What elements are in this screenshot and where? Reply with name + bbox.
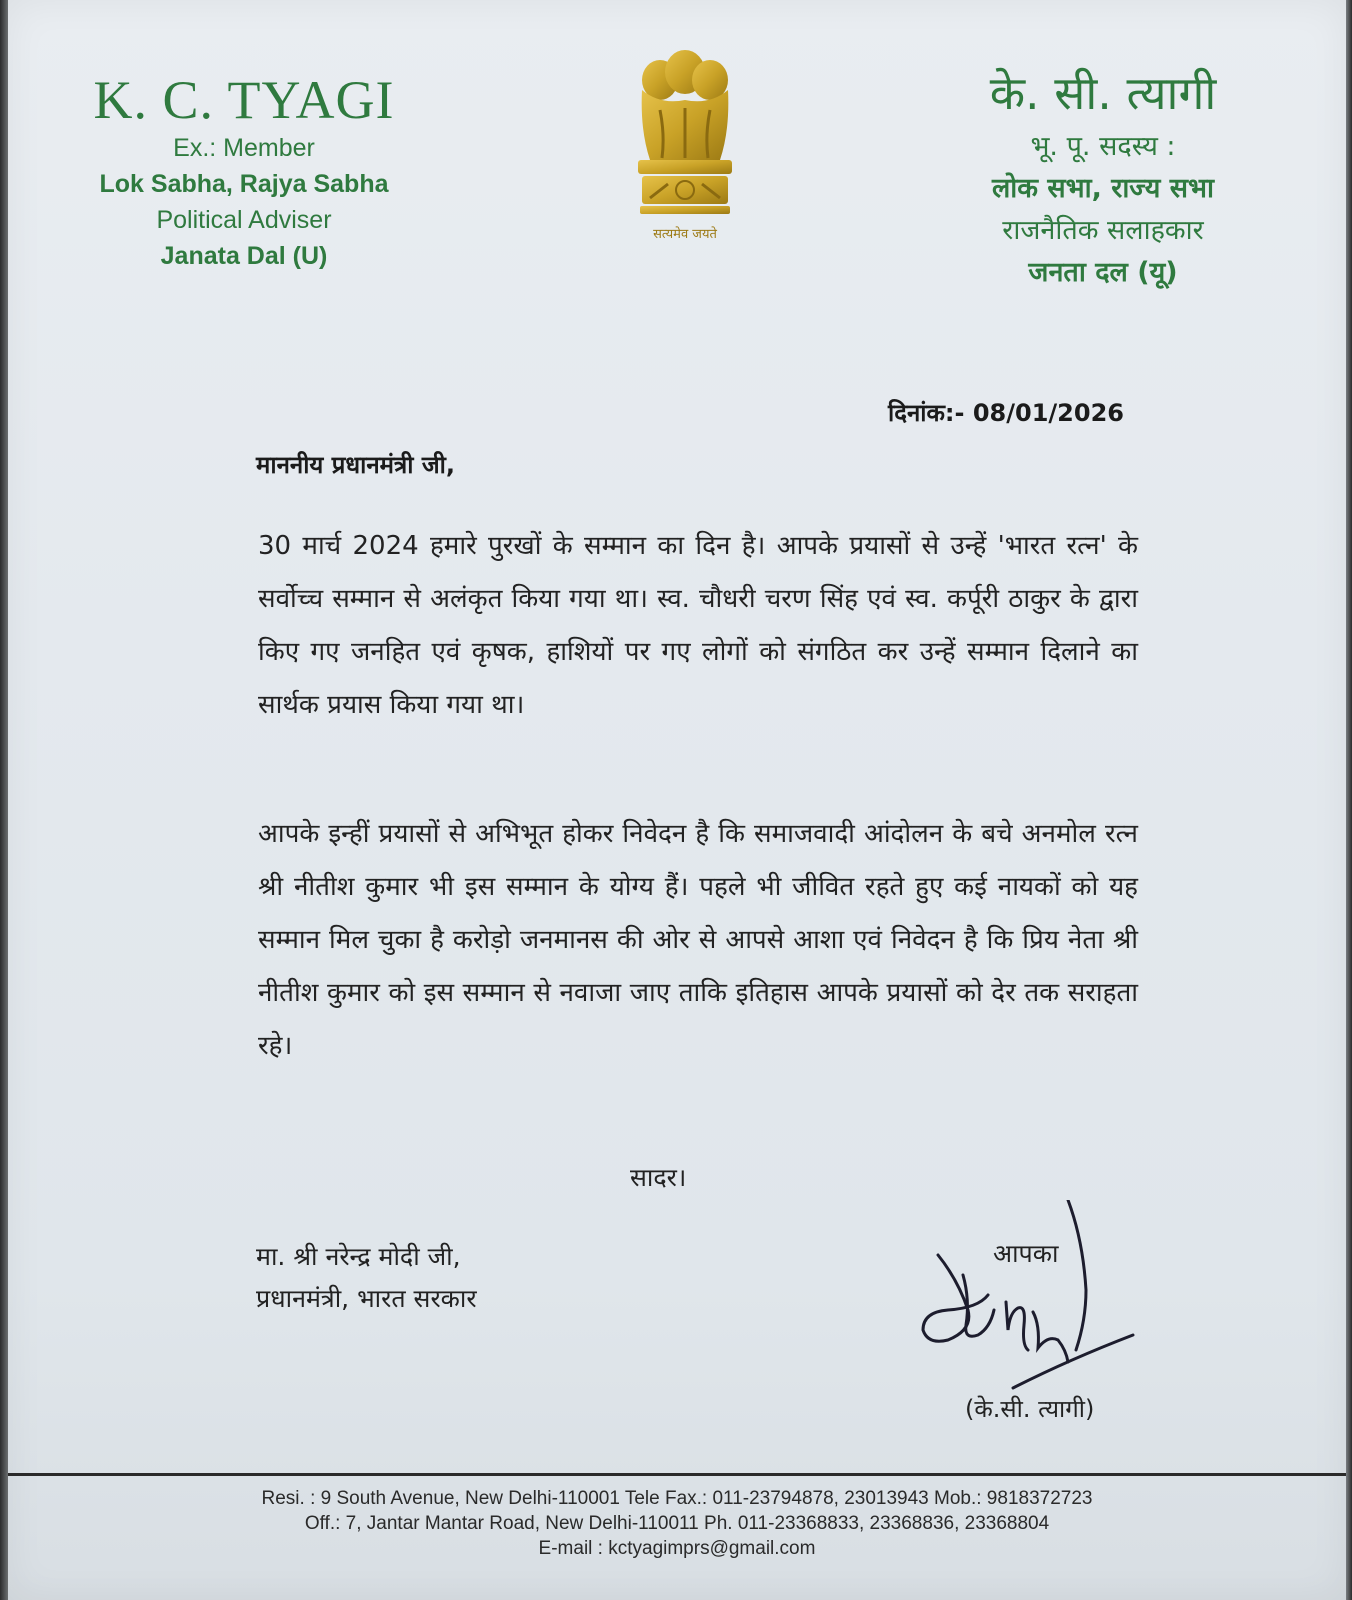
footer-office: Off.: 7, Jantar Mantar Road, New Delhi-110011 Ph. 011-23368833, 23368836, 23368804 [304,1513,1050,1534]
sign-off: आपका [993,1239,1059,1268]
letterhead-party-english: Janata Dal (U) [160,242,328,270]
background-edge-left [0,0,8,1600]
ashoka-emblem-icon [620,50,750,250]
letter-page [8,0,1346,1600]
letterhead-party-hindi: जनता दल (यू) [1028,257,1178,288]
recipient-designation: प्रधानमंत्री, भारत सरकार [256,1284,477,1313]
footer-residence: Resi. : 9 South Avenue, New Delhi-110001 Tele Fax.: 011-23794878, 23013943 Mob.: 9818372723 [261,1488,1093,1509]
letterhead-title-english: Ex.: Member [173,134,315,162]
letterhead-houses-hindi: लोक सभा, राज्य सभा [991,173,1215,204]
recipient-name: मा. श्री नरेन्द्र मोदी जी, [256,1242,461,1271]
handwritten-signature [918,1200,1158,1390]
footer-contact [8,1486,1346,1561]
recipient-block [256,1236,477,1320]
footer-email: E-mail : kctyagimprs@gmail.com [538,1538,816,1559]
emblem-motto: सत्यमेव जयते [653,227,717,242]
letterhead-english [64,70,424,274]
letterhead-name-english: K. C. TYAGI [93,70,395,130]
body-paragraph-2: आपके इन्हीं प्रयासों से अभिभूत होकर निवेदन है कि समाजवादी आंदोलन के बचे अनमोल रत्न श्री नीतीश कुमार भी इस सम्मान के योग्य हैं। पहले भी जीवित रहते हुए कई नायकों को यह सम्मान मिल चुका है करोड़ो जनमानस की ओर से आपसे आशा एवं निवेदन है कि प्रिय नेता श्री नीतीश कुमार को इस सम्मान से नवाजा जाए ताकि इतिहास आपके प्रयासों को देर तक सराहता रहे। [258,819,1138,1061]
letterhead-hindi [938,60,1268,294]
letter-date: दिनांक:- 08/01/2026 [888,399,1124,427]
signatory-name: (के.सी. त्यागी) [965,1395,1095,1423]
letterhead-role-hindi: राजनैतिक सलाहकार [1002,215,1204,246]
salutation: माननीय प्रधानमंत्री जी, [256,451,455,479]
letterhead-role-english: Political Adviser [156,206,332,234]
letterhead-title-hindi: भू. पू. सदस्य : [1030,131,1176,162]
letterhead-houses-english: Lok Sabha, Rajya Sabha [99,170,389,198]
closing-regards: सादर। [630,1163,687,1192]
letterhead-name-hindi: के. सी. त्यागी [989,66,1217,120]
body-paragraph-1: 30 मार्च 2024 हमारे पुरखों के सम्मान का दिन है। आपके प्रयासों से उन्हें 'भारत रत्न' के सर्वोच्च सम्मान से अलंकृत किया गया था। स्व. चौधरी चरण सिंह एवं स्व. कर्पूरी ठाकुर के द्वारा किए गए जनहित एवं कृषक, हाशियों पर गए लोगों को संगठित कर उन्हें सम्मान दिलाने का सार्थक प्रयास किया गया था। [258,531,1138,720]
background-edge-right [1346,0,1352,1600]
footer-divider [8,1473,1346,1476]
